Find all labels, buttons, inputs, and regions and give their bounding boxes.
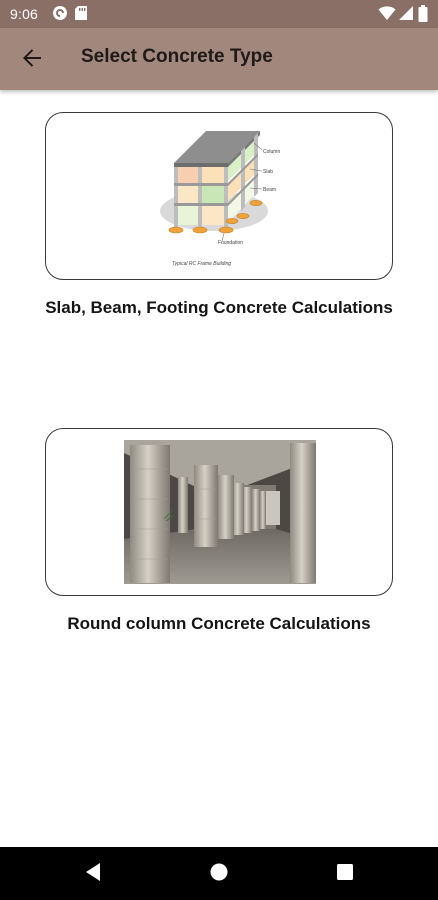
image-label-slab: Slab <box>263 169 274 175</box>
slab-beam-footing-label[interactable]: Slab, Beam, Footing Concrete Calculations <box>45 298 393 317</box>
sd-card-icon <box>74 5 88 26</box>
arrow-back-icon <box>21 47 43 74</box>
image-label-beam: Beam <box>263 187 277 193</box>
image-label-column: Column <box>263 149 281 155</box>
status-bar <box>0 0 438 28</box>
app-bar <box>0 28 438 90</box>
signal-icon <box>398 5 414 26</box>
pocket-casts-icon <box>52 5 68 26</box>
image-label-foundation: Foundation <box>218 240 244 246</box>
battery-icon <box>418 5 428 27</box>
round-column-label[interactable]: Round column Concrete Calculations <box>67 614 371 633</box>
round-columns-photo <box>46 429 392 595</box>
nav-back-button[interactable] <box>80 861 106 887</box>
status-time: 9:06 <box>10 6 39 22</box>
recents-square-icon <box>336 863 354 886</box>
back-triangle-icon <box>84 862 102 887</box>
navigation-bar <box>0 847 438 900</box>
back-button[interactable] <box>14 42 50 78</box>
slab-beam-footing-card[interactable] <box>45 112 393 280</box>
nav-recents-button[interactable] <box>332 861 358 887</box>
page-title: Select Concrete Type <box>81 46 273 67</box>
rc-frame-building-image <box>46 113 392 279</box>
image-caption: Typical RC Frame Building <box>172 261 232 267</box>
wifi-icon <box>378 5 396 26</box>
nav-home-button[interactable] <box>206 861 232 887</box>
home-circle-icon <box>209 862 229 887</box>
round-column-card[interactable] <box>45 428 393 596</box>
